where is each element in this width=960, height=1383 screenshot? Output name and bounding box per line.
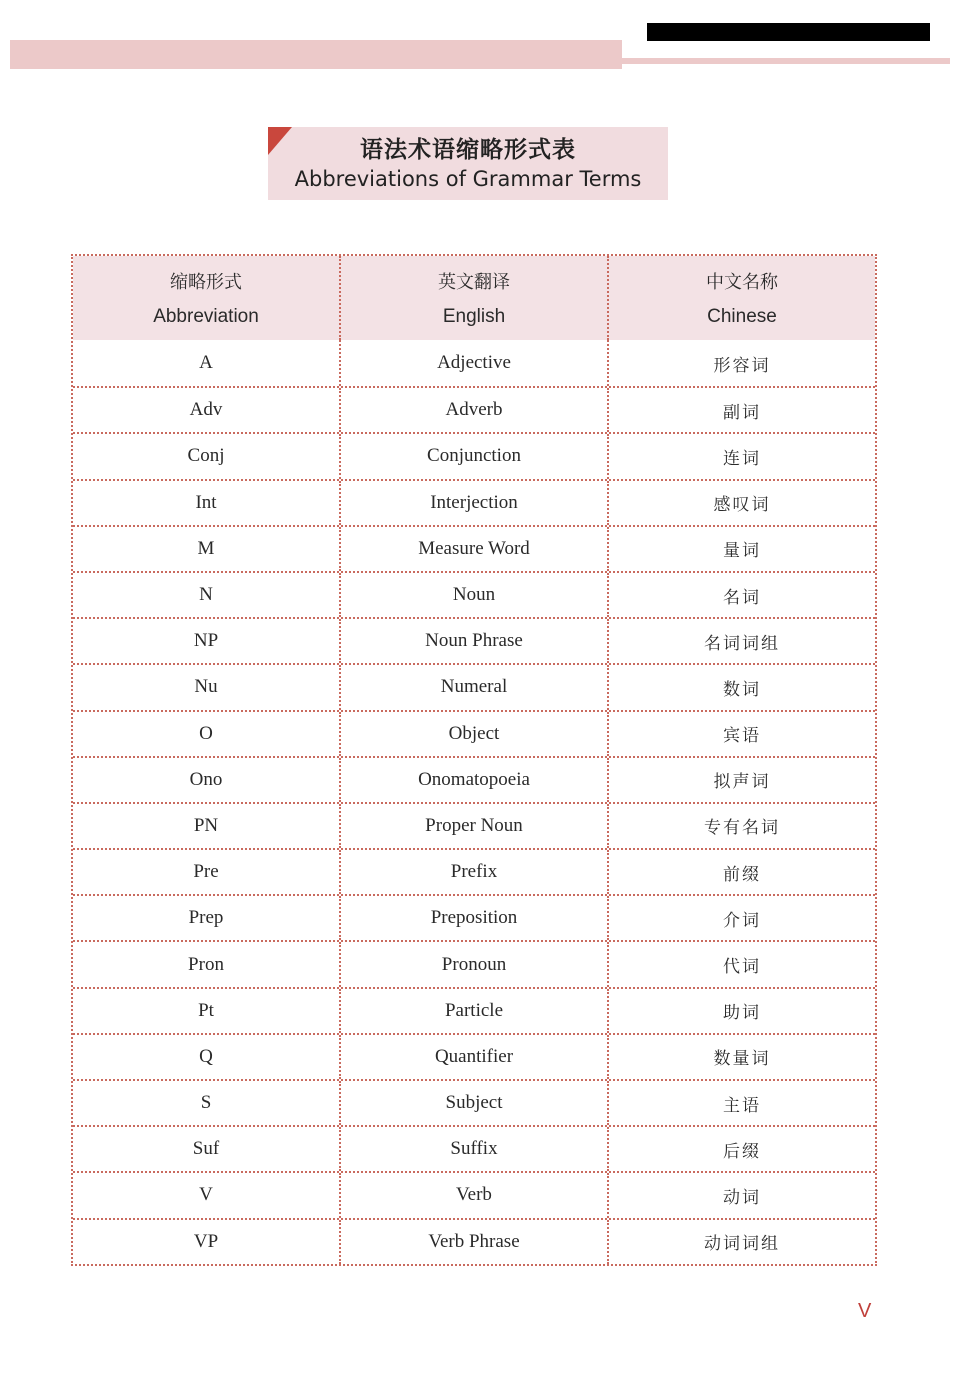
header-abbreviation: [73, 256, 339, 340]
cell-chinese: 主语: [607, 1081, 875, 1125]
cell-english: Subject: [339, 1081, 607, 1125]
cell-chinese: 宾语: [607, 712, 875, 756]
redaction-bar: [647, 23, 930, 41]
cell-abbreviation: Q: [199, 1045, 213, 1067]
cell-chinese: 拟声词: [607, 758, 875, 802]
cell-chinese: 代词: [607, 942, 875, 986]
title-chinese: 语法术语缩略形式表: [360, 137, 576, 163]
table-row: [73, 340, 875, 386]
table-row: [73, 571, 875, 617]
header-en: English: [442, 306, 506, 327]
cell-english: Prefix: [339, 850, 607, 894]
cell-chinese: 感叹词: [607, 481, 875, 525]
cell-abbreviation: Ono: [189, 768, 223, 790]
table-row: [73, 940, 875, 986]
page-number: V: [858, 1300, 872, 1322]
cell-chinese: 名词: [607, 573, 875, 617]
cell-abbreviation: Suf: [192, 1138, 220, 1160]
cell-abbreviation: V: [199, 1184, 213, 1206]
cell-english: Verb Phrase: [339, 1220, 607, 1264]
cell-chinese: 动词: [607, 1173, 875, 1217]
cell-abbreviation: Prep: [188, 907, 224, 929]
cell-chinese: 量词: [607, 527, 875, 571]
cell-english: Verb: [339, 1173, 607, 1217]
cell-abbreviation: A: [199, 352, 213, 374]
cell-chinese: 副词: [607, 388, 875, 432]
header-chinese: [607, 256, 875, 340]
table-row: [73, 617, 875, 663]
cell-abbreviation: VP: [193, 1230, 219, 1252]
cell-abbreviation: Adv: [189, 399, 223, 421]
cell-english: Onomatopoeia: [339, 758, 607, 802]
table-row: [73, 756, 875, 802]
cell-english: Adverb: [339, 388, 607, 432]
cell-abbreviation: Conj: [187, 445, 225, 467]
cell-abbreviation: PN: [193, 814, 219, 836]
cell-abbreviation: Pron: [188, 953, 224, 975]
table-row: [73, 1171, 875, 1217]
cell-abbreviation: Nu: [194, 676, 218, 698]
cell-english: Noun: [339, 573, 607, 617]
table-header-row: [73, 256, 875, 340]
table-row: [73, 894, 875, 940]
cell-abbreviation: NP: [193, 630, 219, 652]
cell-abbreviation: Pt: [198, 999, 214, 1021]
cell-english: Preposition: [339, 896, 607, 940]
header-en: Abbreviation: [153, 306, 259, 327]
cell-chinese: 形容词: [607, 340, 875, 386]
cell-chinese: 介词: [607, 896, 875, 940]
cell-english: Measure Word: [339, 527, 607, 571]
table-row: [73, 710, 875, 756]
cell-english: Numeral: [339, 665, 607, 709]
table-row: [73, 525, 875, 571]
header-cn: 中文名称: [706, 272, 778, 293]
table-row: [73, 802, 875, 848]
table-row: [73, 1033, 875, 1079]
table-row: [73, 1125, 875, 1171]
cell-abbreviation: N: [199, 584, 213, 606]
table-row: [73, 987, 875, 1033]
cell-english: Quantifier: [339, 1035, 607, 1079]
table-row: [73, 432, 875, 478]
cell-english: Proper Noun: [339, 804, 607, 848]
cell-chinese: 前缀: [607, 850, 875, 894]
cell-chinese: 专有名词: [607, 804, 875, 848]
cell-chinese: 助词: [607, 989, 875, 1033]
cell-english: Object: [339, 712, 607, 756]
title-banner: [268, 127, 668, 200]
table-row: [73, 1218, 875, 1264]
cell-english: Adjective: [339, 340, 607, 386]
cell-abbreviation: O: [199, 722, 213, 744]
table-row: [73, 479, 875, 525]
abbreviations-table: [71, 254, 877, 1266]
cell-chinese: 后缀: [607, 1127, 875, 1171]
cell-english: Suffix: [339, 1127, 607, 1171]
table-row: [73, 1079, 875, 1125]
table-row: [73, 663, 875, 709]
header-english: [339, 256, 607, 340]
cell-chinese: 名词词组: [607, 619, 875, 663]
header-cn: 英文翻译: [438, 272, 510, 293]
cell-english: Conjunction: [339, 434, 607, 478]
cell-abbreviation: Int: [195, 491, 217, 513]
cell-english: Particle: [339, 989, 607, 1033]
header-cn: 缩略形式: [170, 272, 242, 293]
title-english: Abbreviations of Grammar Terms: [294, 167, 642, 191]
table-row: [73, 848, 875, 894]
header-decorative-band: [10, 40, 622, 69]
cell-chinese: 动词词组: [607, 1220, 875, 1264]
cell-chinese: 连词: [607, 434, 875, 478]
cell-english: Noun Phrase: [339, 619, 607, 663]
cell-english: Pronoun: [339, 942, 607, 986]
cell-chinese: 数量词: [607, 1035, 875, 1079]
cell-english: Interjection: [339, 481, 607, 525]
cell-abbreviation: Pre: [193, 861, 219, 883]
cell-abbreviation: S: [200, 1092, 212, 1114]
table-row: [73, 386, 875, 432]
cell-abbreviation: M: [197, 537, 215, 559]
header-decorative-band-thin: [622, 58, 950, 64]
cell-chinese: 数词: [607, 665, 875, 709]
header-en: Chinese: [707, 306, 777, 327]
